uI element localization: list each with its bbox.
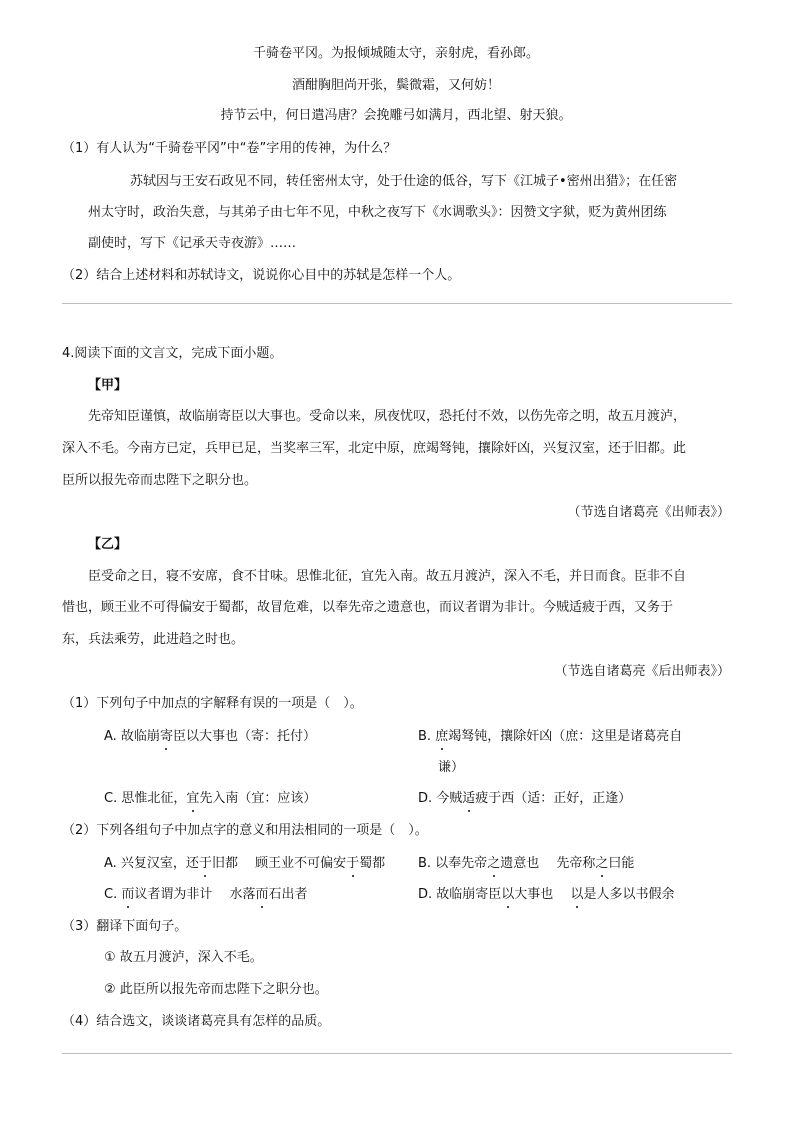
q3-subquestion-2: （2）结合上述材料和苏轼诗文，说说你心目中的苏轼是怎样一个人。 [62,268,461,283]
q4-subquestion-4-stem: （4）结合选文，谈谈诸葛亮具有怎样的品质。 [62,1014,331,1029]
passage-yi-line-3: 东，兵法乘劳，此进趋之时也。 [62,632,245,647]
option-text: 先入南（宜：应该） [199,791,317,806]
section-divider [62,303,732,304]
passage-jia-line-2: 深入不毛。今南方已定，兵甲已足，当奖率三军，北定中原，庶竭驽钝，攘除奸凶，兴复汉室，还于旧都。此 [62,441,687,456]
q4-title: 4.阅读下面的文言文，完成下面小题。 [62,346,283,361]
dotted-char: 庶 [435,727,448,747]
option-text: B. [418,729,436,744]
option-text: C. [104,887,122,902]
passage-jia-line-3: 臣所以报先帝而忠陛下之职分也。 [62,473,258,488]
option-text: 大事也 [514,887,571,902]
option-text: D. 今贼 [418,791,463,806]
dotted-char: 而 [121,885,134,905]
dotted-char: 于 [346,854,359,874]
passage-yi-label: 【乙】 [88,537,128,552]
option-text: 臣以大事也（寄：托付） [172,729,316,744]
q4-1-option-a[interactable] [104,727,316,747]
option-text: 曰能 [608,856,635,871]
q4-2-option-b[interactable] [418,854,634,874]
passage-yi-line-1: 臣受命之日，寝不安席，食不甘味。思惟北征，宜先入南。故五月渡泸，深入不毛，并日而食。臣非不自 [88,569,687,584]
dotted-char: 而 [256,885,269,905]
dotted-char: 宜 [186,789,199,809]
q4-2-option-a[interactable] [104,854,385,874]
q4-1-option-b[interactable] [418,727,682,747]
q4-1-option-d[interactable] [418,789,631,809]
passage-jia-label: 【甲】 [88,378,128,393]
q4-3-item-1: ① 故五月渡泸，深入不毛。 [104,950,263,965]
option-text: 蜀都 [359,856,386,871]
poem-line-1: 千骑卷平冈。为报倾城随太守，亲射虎，看孙郎。 [252,46,539,61]
dotted-char: 之 [487,854,500,874]
option-text: 疲于西（适：正好，正逢） [475,791,632,806]
option-text: A. 兴复汉室，还 [104,856,199,871]
q4-2-option-d[interactable] [418,885,674,905]
q4-3-item-2: ② 此臣所以报先帝而忠陛下之职分也。 [104,982,328,997]
poem-line-2: 酒酣胸胆尚开张，鬓微霜，又何妨！ [291,78,500,93]
q4-subquestion-2-stem: （2）下列各组句子中加点字的意义和用法相同的一项是（ ）。 [62,823,428,838]
option-text: 竭驽钝，攘除奸凶（庶：这里是诸葛亮自 [448,729,683,744]
dotted-char: 之 [595,854,608,874]
q4-subquestion-1-stem: （1）下列句子中加点的字解释有误的一项是（ ）。 [62,696,363,711]
poem-line-3: 持节云中，何日遣冯唐？会挽雕弓如满月，西北望、射天狼。 [220,108,572,123]
option-text: 旧都 顾王业不可偏安 [211,856,347,871]
passage-yi-source: （节选自诸葛亮《后出师表》） [554,664,730,679]
option-text: 遗意也 先帝称 [500,856,596,871]
dotted-char: 以 [501,885,514,905]
dotted-char: 以 [570,885,583,905]
option-text: C. 思惟北征， [104,791,187,806]
q3-material-line-1: 苏轼因与王安石政见不同，转任密州太守，处于仕途的低谷，写下《江城子•密州出猎》；在任密 [130,174,678,189]
option-text: 议者谓为非计 水落 [134,887,256,902]
option-text: D. 故临崩寄臣 [418,887,502,902]
dotted-char: 寄 [160,727,173,747]
dotted-char: 适 [462,789,475,809]
option-text: A. 故临崩 [104,729,160,744]
option-text: 是人多以书假余 [583,887,675,902]
q3-material-line-3: 副使时，写下《记承天寺夜游》…… [88,236,297,251]
q4-1-option-b-continued: 谦） [438,760,465,775]
q4-2-option-c[interactable] [104,885,308,905]
q3-subquestion-1: （1）有人认为“千骑卷平冈”中“卷”字用的传神，为什么？ [62,141,397,156]
passage-yi-line-2: 惜也，顾王业不可得偏安于蜀都，故冒危难，以奉先帝之遗意也，而议者谓为非计。今贼适疲于西，又务于 [62,600,674,615]
q4-subquestion-3-stem: （3）翻译下面句子。 [62,919,188,934]
option-text: 石出者 [268,887,308,902]
option-text: B. 以奉先帝 [418,856,488,871]
q3-material-line-2: 州太守时，政治失意，与其弟子由七年不见，中秋之夜写下《水调歌头》：因赞文字狱，贬为黄州团练 [88,205,667,220]
dotted-char: 于 [199,854,212,874]
passage-jia-line-1: 先帝知臣谨慎，故临崩寄臣以大事也。受命以来，夙夜忧叹，恐托付不效，以伤先帝之明，故五月渡泸， [88,409,687,424]
passage-jia-source: （节选自诸葛亮《出师表》） [567,505,730,520]
section-divider-bottom [62,1053,732,1054]
q4-1-option-c[interactable] [104,789,316,809]
